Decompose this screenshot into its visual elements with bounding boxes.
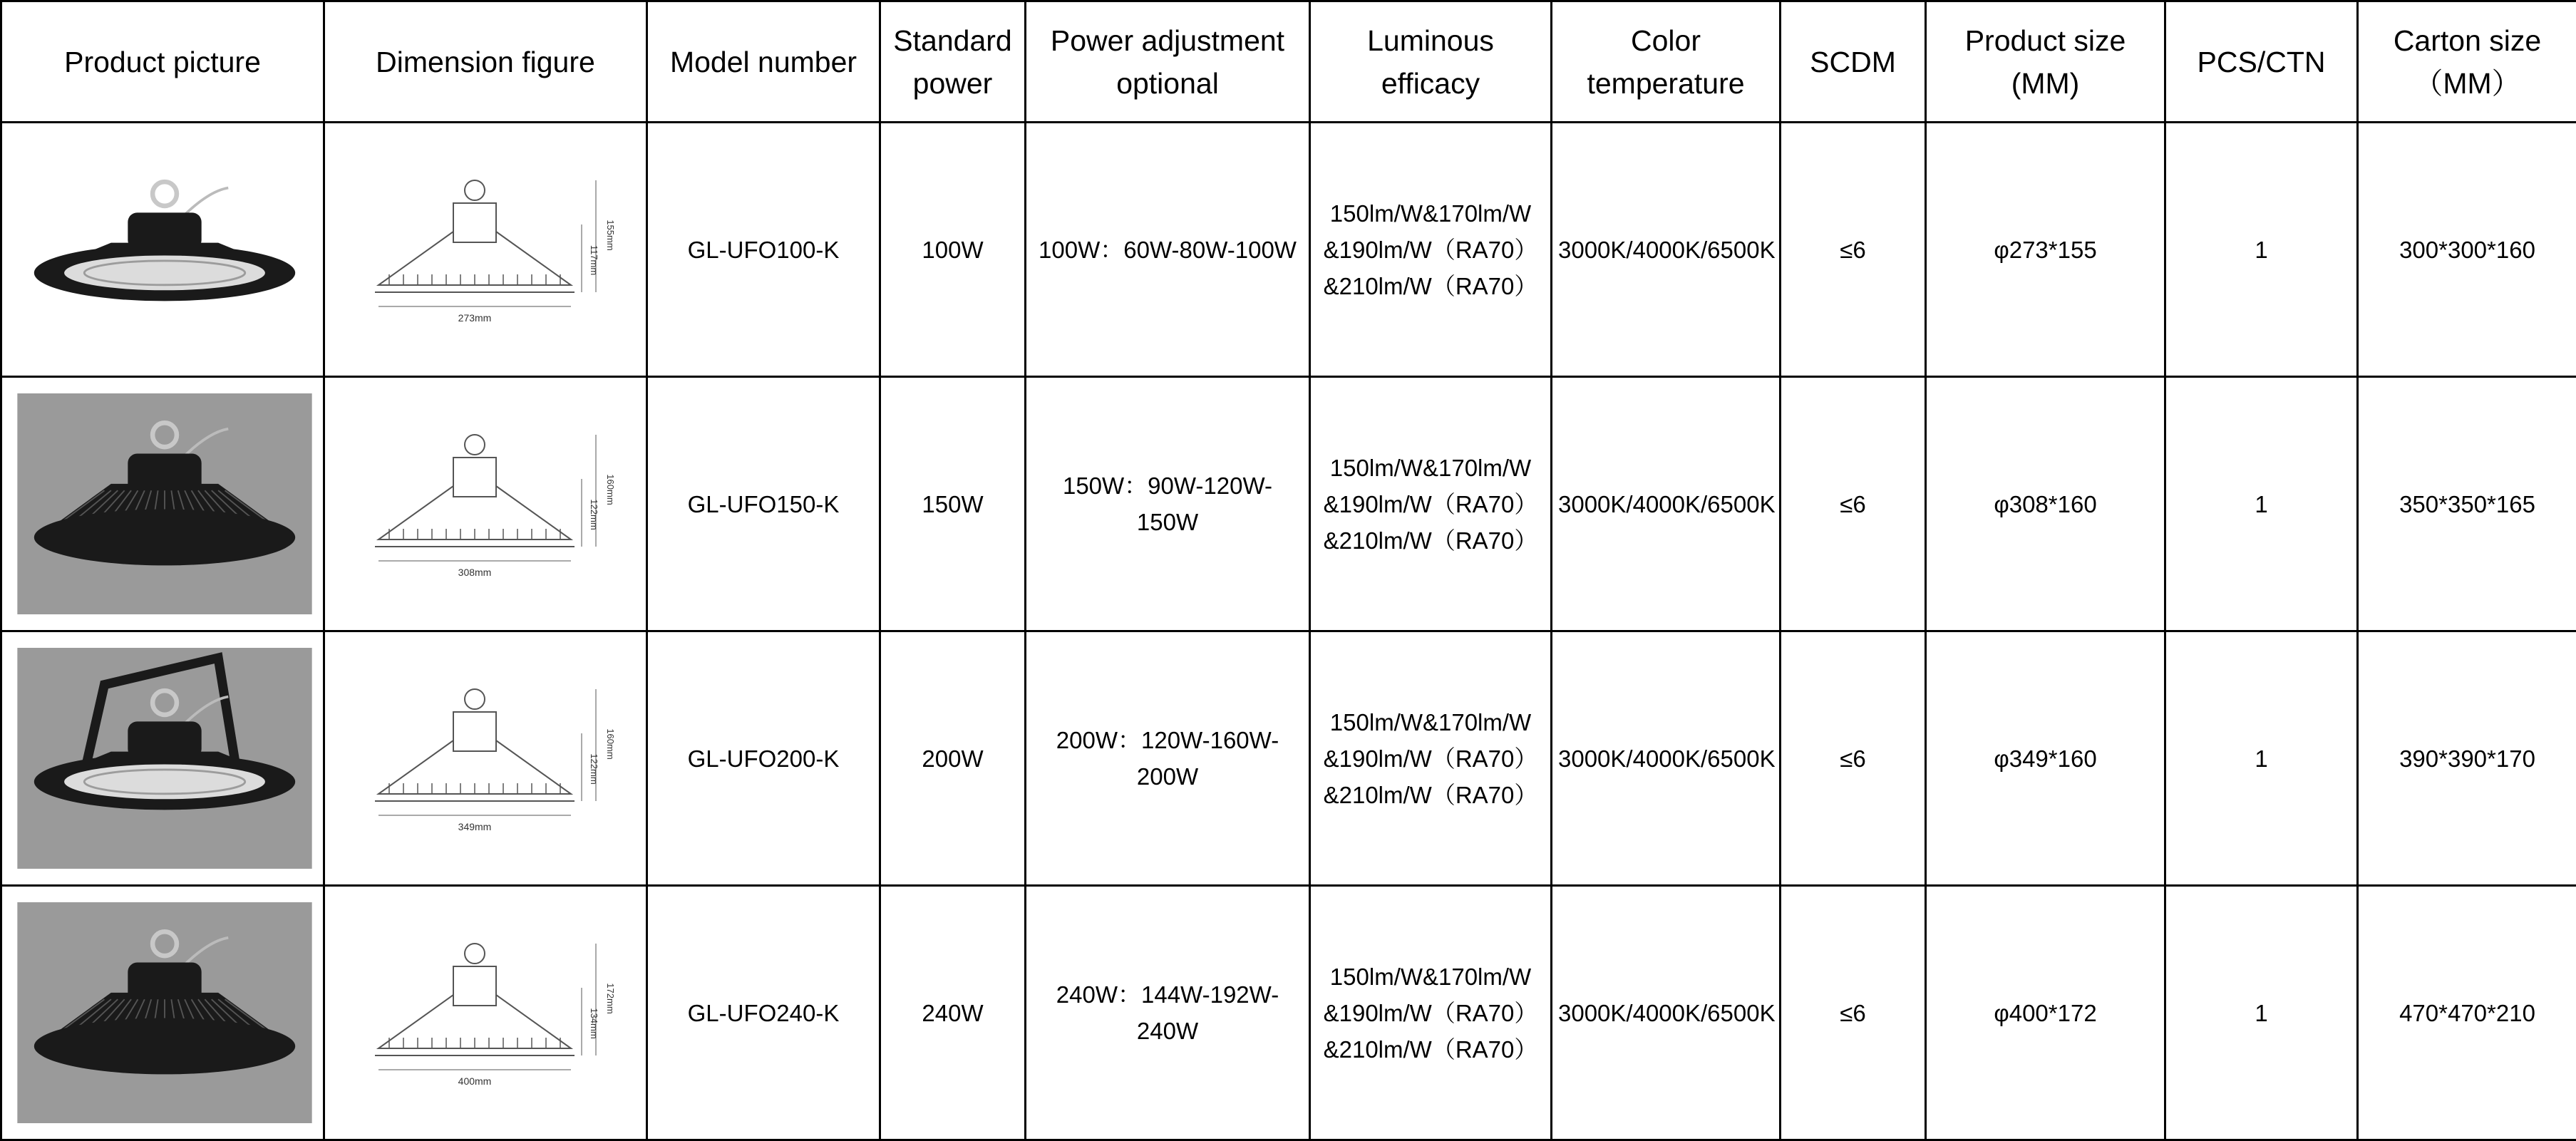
dimension-drawing: [375, 944, 616, 1087]
header-scdm: SCDM: [1781, 1, 1926, 123]
power-adjustment-cell: 100W：60W-80W-100W: [1026, 123, 1310, 377]
product-size-cell: φ308*160: [1926, 377, 2165, 631]
header-row: [1, 1, 2576, 123]
color-temperature-cell: 3000K/4000K/6500K: [1552, 377, 1781, 631]
scdm-cell: ≤6: [1781, 377, 1926, 631]
product-photo: [8, 139, 321, 360]
dimension-figure-cell: [324, 377, 647, 631]
dimension-total-height-label: 160mm: [605, 474, 616, 505]
dimension-body-height-label: 134mm: [589, 1008, 599, 1039]
model-number-cell: GL-UFO200-K: [647, 631, 880, 886]
model-number-cell: GL-UFO150-K: [647, 377, 880, 631]
standard-power-cell: 100W: [880, 123, 1026, 377]
product-size-cell: φ349*160: [1926, 631, 2165, 886]
product-photo: [8, 902, 321, 1123]
scdm-cell: ≤6: [1781, 631, 1926, 886]
carton-size-cell: 470*470*210: [2358, 886, 2576, 1140]
luminous-efficacy-cell: 150lm/W&170lm/W &190lm/W（RA70） &210lm/W（RA70）: [1310, 377, 1552, 631]
dimension-width-label: 308mm: [458, 567, 492, 578]
dimension-total-height-label: 172mm: [605, 983, 616, 1014]
header-model-number: Model number: [647, 1, 880, 123]
dimension-drawing: [375, 689, 616, 832]
product-picture-cell: [1, 123, 324, 377]
header-luminous-efficacy: Luminous efficacy: [1310, 1, 1552, 123]
header-power-adjustment: Power adjustment optional: [1026, 1, 1310, 123]
pcs-ctn-cell: 1: [2165, 631, 2358, 886]
color-temperature-cell: 3000K/4000K/6500K: [1552, 886, 1781, 1140]
product-size-cell: φ400*172: [1926, 886, 2165, 1140]
dimension-drawing: [375, 180, 616, 324]
power-adjustment-cell: 150W：90W-120W-150W: [1026, 377, 1310, 631]
dimension-figure: [346, 415, 624, 593]
product-picture-cell: [1, 631, 324, 886]
header-color-temperature: Color temperature: [1552, 1, 1781, 123]
dimension-figure: [346, 924, 624, 1102]
luminous-efficacy-cell: 150lm/W&170lm/W &190lm/W（RA70） &210lm/W（RA70）: [1310, 631, 1552, 886]
dimension-figure: [346, 669, 624, 847]
carton-size-cell: 390*390*170: [2358, 631, 2576, 886]
color-temperature-cell: 3000K/4000K/6500K: [1552, 123, 1781, 377]
pcs-ctn-cell: 1: [2165, 123, 2358, 377]
product-picture-cell: [1, 886, 324, 1140]
standard-power-cell: 150W: [880, 377, 1026, 631]
dimension-figure-cell: [324, 631, 647, 886]
dimension-drawing: [375, 435, 616, 578]
power-adjustment-cell: 200W：120W-160W-200W: [1026, 631, 1310, 886]
dimension-width-label: 349mm: [458, 821, 492, 832]
dimension-figure-cell: [324, 123, 647, 377]
dimension-total-height-label: 155mm: [605, 220, 616, 251]
dimension-total-height-label: 160mm: [605, 728, 616, 760]
model-number-cell: GL-UFO240-K: [647, 886, 880, 1140]
table-row: [1, 377, 2576, 631]
dimension-width-label: 273mm: [458, 312, 492, 324]
power-adjustment-cell: 240W：144W-192W-240W: [1026, 886, 1310, 1140]
luminous-efficacy-cell: 150lm/W&170lm/W &190lm/W（RA70） &210lm/W（RA70）: [1310, 886, 1552, 1140]
product-picture-cell: [1, 377, 324, 631]
color-temperature-cell: 3000K/4000K/6500K: [1552, 631, 1781, 886]
header-dimension-figure: Dimension figure: [324, 1, 647, 123]
model-number-cell: GL-UFO100-K: [647, 123, 880, 377]
header-product-size: Product size (MM): [1926, 1, 2165, 123]
table-row: [1, 631, 2576, 886]
product-photo: [8, 393, 321, 614]
dimension-figure: [346, 160, 624, 339]
header-carton-size: Carton size （MM）: [2358, 1, 2576, 123]
dimension-body-height-label: 122mm: [589, 499, 599, 530]
pcs-ctn-cell: 1: [2165, 377, 2358, 631]
header-pcs-ctn: PCS/CTN: [2165, 1, 2358, 123]
dimension-figure-cell: [324, 886, 647, 1140]
product-photo: [8, 648, 321, 869]
standard-power-cell: 240W: [880, 886, 1026, 1140]
dimension-body-height-label: 122mm: [589, 753, 599, 785]
carton-size-cell: 300*300*160: [2358, 123, 2576, 377]
pcs-ctn-cell: 1: [2165, 886, 2358, 1140]
standard-power-cell: 200W: [880, 631, 1026, 886]
luminous-efficacy-cell: 150lm/W&170lm/W &190lm/W（RA70） &210lm/W（RA70）: [1310, 123, 1552, 377]
product-size-cell: φ273*155: [1926, 123, 2165, 377]
table-row: [1, 886, 2576, 1140]
dimension-body-height-label: 117mm: [589, 244, 599, 276]
carton-size-cell: 350*350*165: [2358, 377, 2576, 631]
scdm-cell: ≤6: [1781, 123, 1926, 377]
table-row: [1, 123, 2576, 377]
dimension-width-label: 400mm: [458, 1075, 492, 1087]
header-product-picture: Product picture: [1, 1, 324, 123]
header-standard-power: Standard power: [880, 1, 1026, 123]
scdm-cell: ≤6: [1781, 886, 1926, 1140]
